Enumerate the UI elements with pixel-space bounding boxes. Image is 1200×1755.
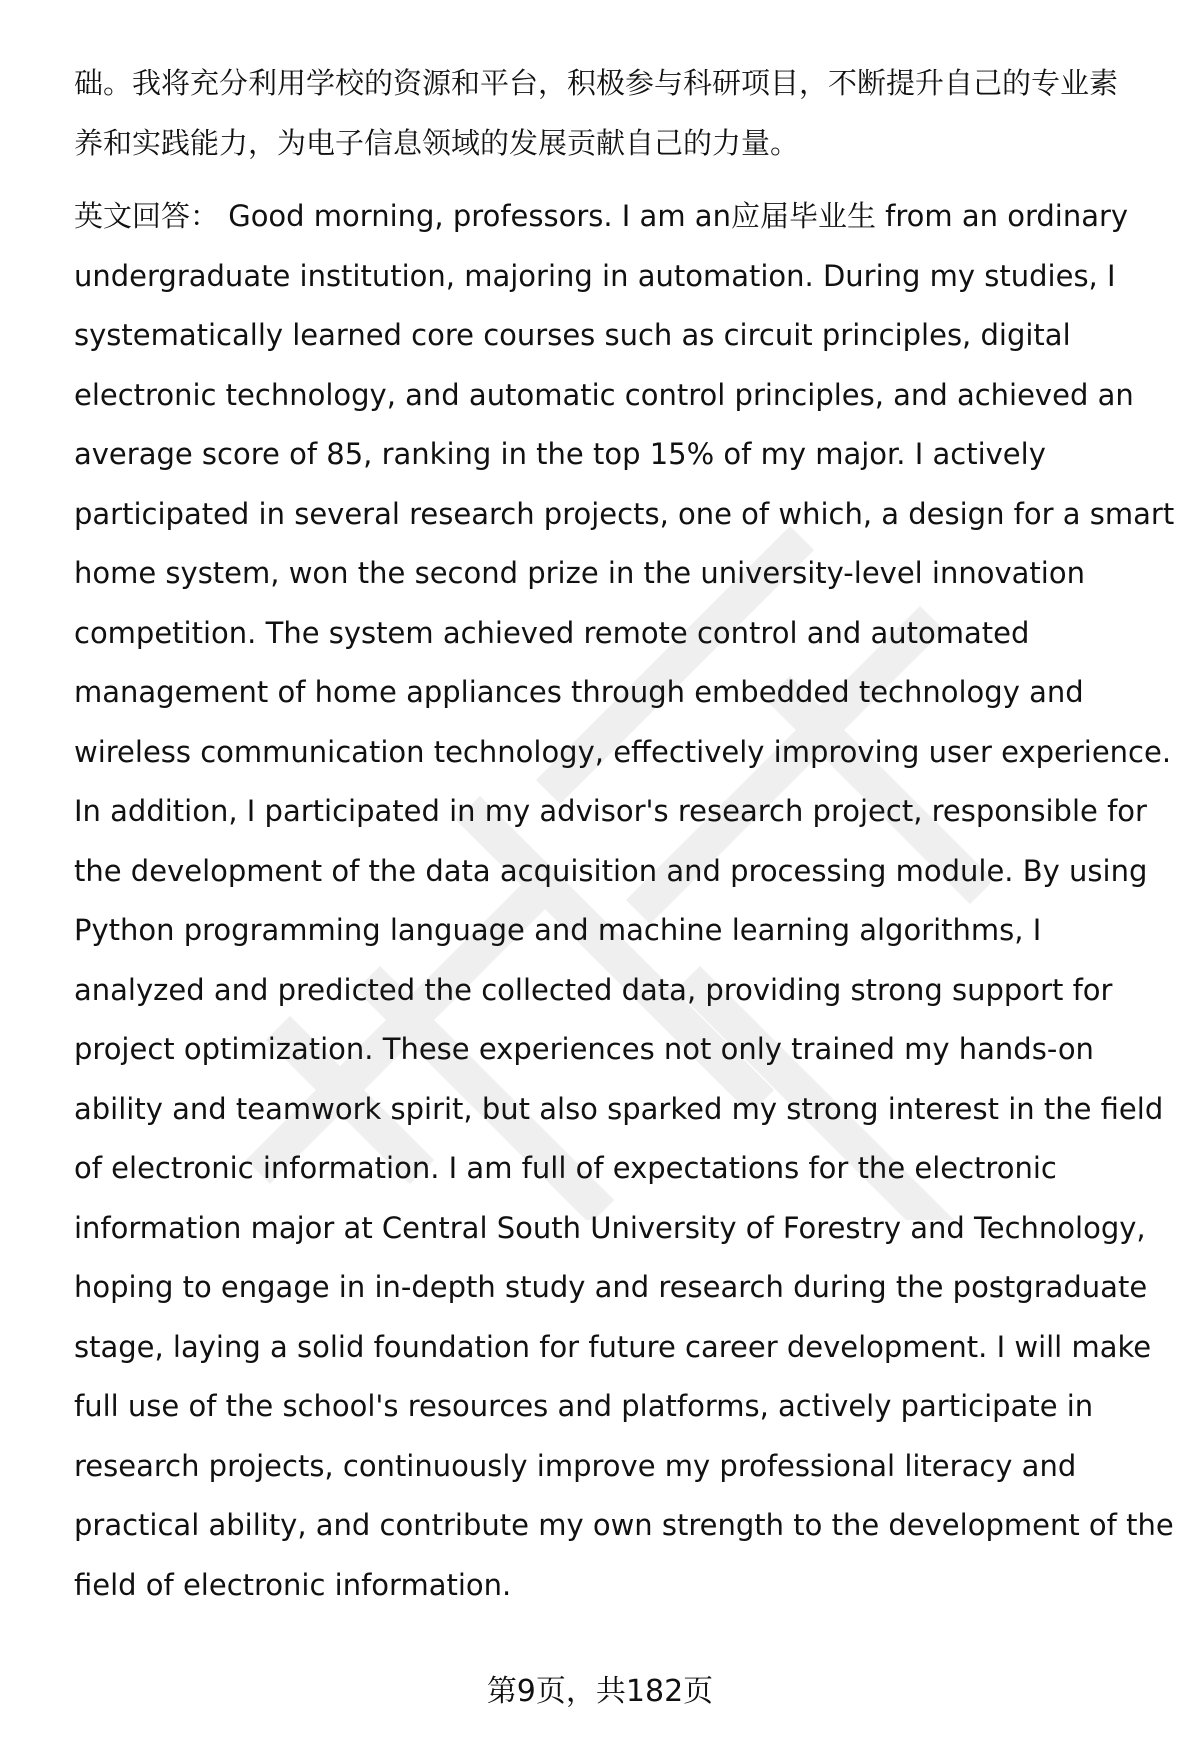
text-line: 础。我将充分利用学校的资源和平台，积极参与科研项目，不断提升自己的专业素 [74, 66, 1119, 100]
text-line: analyzed and predicted the collected data, providing strong support for [74, 972, 1113, 1007]
text-line: hoping to engage in in-depth study and research during the postgraduate [74, 1270, 1148, 1304]
text-line: of electronic information. I am full of expectations for the electronic [74, 1151, 1057, 1185]
text-line: project optimization. These experiences not only trained my hands-on [74, 1032, 1094, 1066]
text-line: electronic technology, and automatic control principles, and achieved an [74, 377, 1134, 412]
text-line: competition. The system achieved remote control and automated [74, 615, 1030, 650]
text-line: field of electronic information. [74, 1567, 512, 1602]
text-line: Python programming language and machine learning algorithms, I [74, 913, 1042, 947]
chinese-paragraph [74, 54, 1154, 173]
text-line: the development of the data acquisition and processing module. By using [74, 853, 1148, 888]
text-line: practical ability, and contribute my own strength to the development of the [74, 1508, 1174, 1542]
text-line: full use of the school's resources and platforms, actively participate in [74, 1389, 1094, 1423]
text-line: research projects, continuously improve my professional literacy and [74, 1448, 1077, 1483]
text-line: 养和实践能力，为电子信息领域的发展贡献自己的力量。 [74, 125, 800, 160]
text-line: In addition, I participated in my advisor's research project, responsible for [74, 794, 1147, 828]
text-line: ability and teamwork spirit, but also sparked my strong interest in the field [74, 1091, 1164, 1126]
text-line: participated in several research projects, one of which, a design for a smart [74, 496, 1175, 531]
text-line: systematically learned core courses such as circuit principles, digital [74, 318, 1071, 352]
page-number-footer: 第9页，共182页 [486, 1674, 714, 1709]
text-line: 英文回答： Good morning, professors. I am an应届毕业生 from an ordinary [74, 199, 1129, 233]
text-line: information major at Central South University of Forestry and Technology, [74, 1210, 1146, 1245]
text-line: management of home appliances through embedded technology and [74, 675, 1084, 709]
text-line: stage, laying a solid foundation for future career development. I will make [74, 1329, 1152, 1364]
text-line: wireless communication technology, effectively improving user experience. [74, 734, 1172, 769]
text-line: average score of 85, ranking in the top 15% of my major. I actively [74, 437, 1046, 471]
text-line: undergraduate institution, majoring in automation. During my studies, I [74, 258, 1116, 293]
english-answer-paragraph [74, 187, 1175, 1615]
text-line: home system, won the second prize in the university-level innovation [74, 556, 1085, 590]
document-body [74, 54, 1175, 1615]
